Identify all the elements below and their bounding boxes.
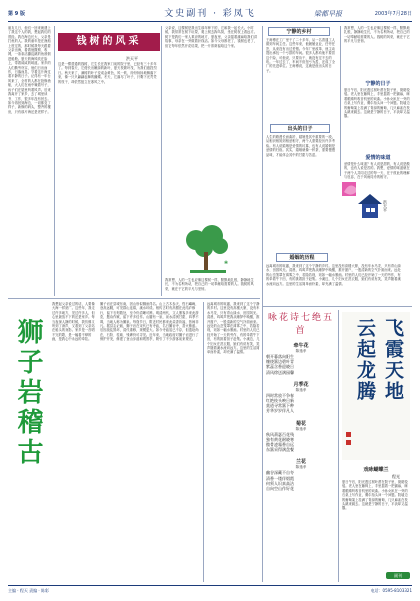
poem-line: 秋风萧瑟百花残 [266,431,294,437]
poem-line: 紫蕊含香迎晓日 [266,364,294,370]
poem-line: 东篱采得满盘餐 [266,447,294,453]
paper-name: 梁都早报 [314,10,342,18]
article-text: 远离城市的喧嚣，我来到了这个宁静的乡村。这里没有高楼大厦，没有车水马龙，只有青山绿水、田园风光。清晨，鸡鸣声把我从睡梦中唤醒，推开窗户，一股清新的空气扑面而来。远处的山峦笼罩在薄雾之中，若隐若现，宛如一幅水墨画。村里的人们已经开始了一天的劳作，有的牵着牛下田，有的挑着担子赶集。小溪边，几个妇女在洗衣服，她们有说有笑，笑声随着溪水流向远方。这里的生活简单而朴素，却充满了温情。 [207,302,260,355]
section-divider [262,306,412,307]
poem-author: 陈逸孝 [295,465,307,470]
column-divider [54,26,55,296]
poem-author: 陈逸孝 [295,426,307,431]
poems-section [266,310,336,582]
article-text: 我想起父亲说过的话，人要像大海一样宽广。这些年，我走过许多地方，见过许多人，但心里最放不下的还是家乡。每当夜深人静的时候，我仿佛又听到了涛声，又看到了父亲站在船头的身影。家乡是一首唱不完的歌，是一幅看不够的画，是我心中永远的牵挂。 [52,302,95,342]
poem-line: 独有黄花耐晓寒 [266,436,294,442]
poem-title: 兰花 [295,459,306,466]
column-divider [338,310,339,582]
article-title: 出头的日子 [270,124,330,133]
page-number: 第 9 版 [8,11,25,17]
svg-text:❀: ❀ [224,260,229,266]
article-text: 王师傅在工厂里干了二十多年，从一名普通工人做到车间主任。这些年来，他兢兢业业，任劳任怨，从来没有出过差错。今年厂里改革，他主动提出承包一个亏损的车间。很多人都劝他不要冒这个险，可他说，只要肯干，就没有过不去的坎。一年过去了，车间不但扭亏为盈，还成了全厂的先进单位。王师傅说，这就是他出头的日子。 [266,38,336,73]
section-divider [8,298,260,299]
poem-title: 菊花 [295,420,306,427]
calligraphy-column: 飞霞天地 [382,318,404,402]
column-divider [161,26,162,296]
poem-line: 缠绕篱边碧叶青 [266,359,294,365]
poem-line: 红艳枝头映日新 [266,398,294,404]
calligraphy-author: 程光 [392,474,400,479]
page-footer [8,585,412,595]
poem-line: 何须人识真高洁 [266,480,294,486]
article-author: 洪天平 [126,56,138,61]
article-text: 我常想，人的一生也应像这棵树一样，默默地扎根，静静地生长，不为名利所动，把自己的一切奉献给需要的人。钱树的风采，就在于它的平凡与坚韧。 [344,26,410,44]
article-col1-text: 朋友几日，他们一回来就遇上了我这个人的我，想起我们的曾经。我在海边长大，父亲是打鱼的人。我的童年是在渔船上度过的，那时候我每天跟着父亲出海，看着他撒网、收网，一条条活蹦乱跳的鱼被倒进船舱。夏天的海风吹在脸上，带着咸咸的味道。家乡的人们勤劳朴实，他们日出而作，日落而息，守着这片海过着平静的日子。记得有一年台风来了，全村的人都在抢修渔船，大人们在雨中喊着号子，孩子们在屋里听着风声。后来我离开了家乡，去了城里读书、工作，很多年没有回去。如今再回到海边，一切都变了样子，新修的码头，整齐的楼房，只有那片海还是老样子。 [8,26,51,114]
calligraphy-column: 云起龙腾 [354,318,376,402]
article-text: 夏日午后，阳光透过树叶洒在院子里，斑斑驳驳。老人坐在藤椅上，手里摇着一把蒲扇，眯着眼睛听收音机里的戏曲。小孙女趴在一旁的石桌上写作业，偶尔抬头问一个问题。院墙边的葡萄架上挂满了青绿的葡萄，几只麻雀在枝头跳来跳去。这就是宁静的日子，平淡却又温馨。 [342,480,408,511]
article-text: 这是一棵普通的钱树，它生长在我家门前的院子里，已经有三十多年了。每到春天，它便长出嫩绿的新叶，夏天枝繁叶茂，为我们遮挡烈日。秋天来了，满树的叶子变成金黄色，风一吹，纷纷扬扬地飘落下来，像一只只翩翩起舞的蝴蝶。冬天，它落尽了叶子，只剩下光秃秃的枝干，却依然挺立在寒风之中。 [58,62,157,84]
calligraphy-caption: 戏咏蝴蝶兰 [363,467,389,473]
poem-line: 四时常放不争春 [266,392,294,398]
calligraphy-artwork [342,312,410,460]
column-divider [340,26,341,176]
article-title: 婚姻的历程 [276,253,328,262]
article-text: 人生的路漫长而曲折，婚姻是其中重要的一段。从相识相知到相爱相守，两个人需要经历许多考验。有人说婚姻是爱情的坟墓，也有人说婚姻是爱情的归宿。其实，婚姻就像一杯茶，需要慢慢品味，才能体会其中的甘甜与苦涩。 [266,135,336,157]
column-divider [262,26,263,582]
poem-line: 朝开暮落向阳生 [266,354,294,359]
seal-stamp [346,440,351,445]
poem-line: 清香一缕伴烟霞 [266,475,294,481]
article-text: 爱情是什么味道？有人说是甜的，有人说是酸的，也有人说是苦的。我想，爱情的味道就在于两个人共同走过的每一天，在于彼此的理解与包容，在于风雨同舟的相守。 [344,162,410,180]
tree-illustration [176,224,238,278]
poem-line: 芳华岁岁伴凡人 [266,408,294,414]
poem-author: 陈逸孝 [295,349,307,353]
poem-line: 清风徐送满园馨 [266,369,294,375]
article-text: 狮子岩在县城东南，因山形似狮而得名。山上古木参天，怪石嶙峋，登高远眺，可见群山连绵，溪水环绕。相传古时有高僧在此结庐修行，留下石刻数处，至今仍清晰可辨。明清两代，文人墨客多来此游览，题诗作赋，留下许多佳作。山腰有一泉，泉水清冽甘甜，四季不竭，当地人称为狮泉。每逢节日，附近村民都来此烧香祈福，热闹非凡。据县志记载，狮子岩在宋代已有寺庙，名曰狮岩寺，香火鼎盛。后因战乱毁坏，清代重修，规模更大。如今寺庙虽已不存，但遗址尚在，石阶、柱础、残碑仍可寻见。近年来，当地政府对狮子岩进行了保护开发，修建了登山步道和观景亭，吸引了不少游客前来观光。 [100,302,199,342]
poem-line: 莫道寻常篱下种 [266,403,294,409]
article-text: 远离城市的喧嚣，我来到了这个宁静的乡村。这里没有高楼大厦，没有车水马龙，只有青山绿水、田园风光。清晨，鸡鸣声把我从睡梦中唤醒，推开窗户，一股清新的空气扑面而来。远处的山峦笼罩在薄雾之中，若隐若现，宛如一幅水墨画。村里的人们已经开始了一天的劳作，有的牵着牛下田，有的挑着担子赶集。小溪边，几个妇女在洗衣服，她们有说有笑，笑声随着溪水流向远方。这里的生活简单而朴素，却充满了温情。 [266,264,401,286]
article-title: 宁静的日子 [365,81,391,87]
issue-date: 2003年7月28日 [374,11,412,17]
article-author: 洪天平 [383,200,388,212]
article-text: 我常想，人的一生也应像这棵树一样，默默地扎根，静静地生长，不为名利所动，把自己的一切奉献给需要的人。钱树的风采，就在于它的平凡与坚韧。 [165,278,254,291]
poem-title: 牵牛花 [293,343,309,349]
footer-contact: 电话：0595-8103321 [370,588,412,593]
page-header [8,6,412,22]
article-banner: 钱树的风采 [58,33,160,51]
seal-stamp [346,432,351,437]
section-stamp: 副刊 [386,572,410,579]
section-title: 文史副刊 · 彩凤飞 [164,9,256,19]
poem-line: 傲骨凌霜香自远 [266,442,294,448]
column-divider [203,302,204,582]
article-text: 夏日午后，阳光透过树叶洒在院子里，斑斑驳驳。老人坐在藤椅上，手里摇着一把蒲扇，眯着眼睛听收音机里的戏曲。小孙女趴在一旁的石桌上写作业，偶尔抬头问一个问题。院墙边的葡萄架上挂满了青绿的葡萄，几只麻雀在枝头跳来跳去。这就是宁静的日子，平淡却又温馨。 [344,88,410,119]
poem-line: 幽谷深藏不自夸 [266,470,294,476]
footer-editors: 主编 · 程天 责编 · 陈彩 [8,588,49,593]
poem-title: 月季花 [293,381,309,388]
article-text: 父亲说，这棵树是我出生那年种下的，它和我一起长大。小时候，我常常在树下玩耍，爬上树去掏鸟窝，坐在树杈上看远方。树下是我们一家人乘凉的地方，夏夜里，父亲摇着蒲扇给我们讲故事，母亲在一旁做着针线活。如今父母都老了，钱树也老了，但它每年依然开花结果，把一片浓荫留给这个家。 [165,26,258,48]
poem-author: 陈逸孝 [295,387,307,392]
article-title: 爱情的味道 [365,155,391,161]
article-vertical-title: 狮子岩稽古 [13,318,43,468]
poems-title: 咏花诗七绝五首 [267,313,334,336]
article-title: 宁静的乡村 [268,27,330,36]
poem-line: 自向空山作好花 [266,486,294,492]
